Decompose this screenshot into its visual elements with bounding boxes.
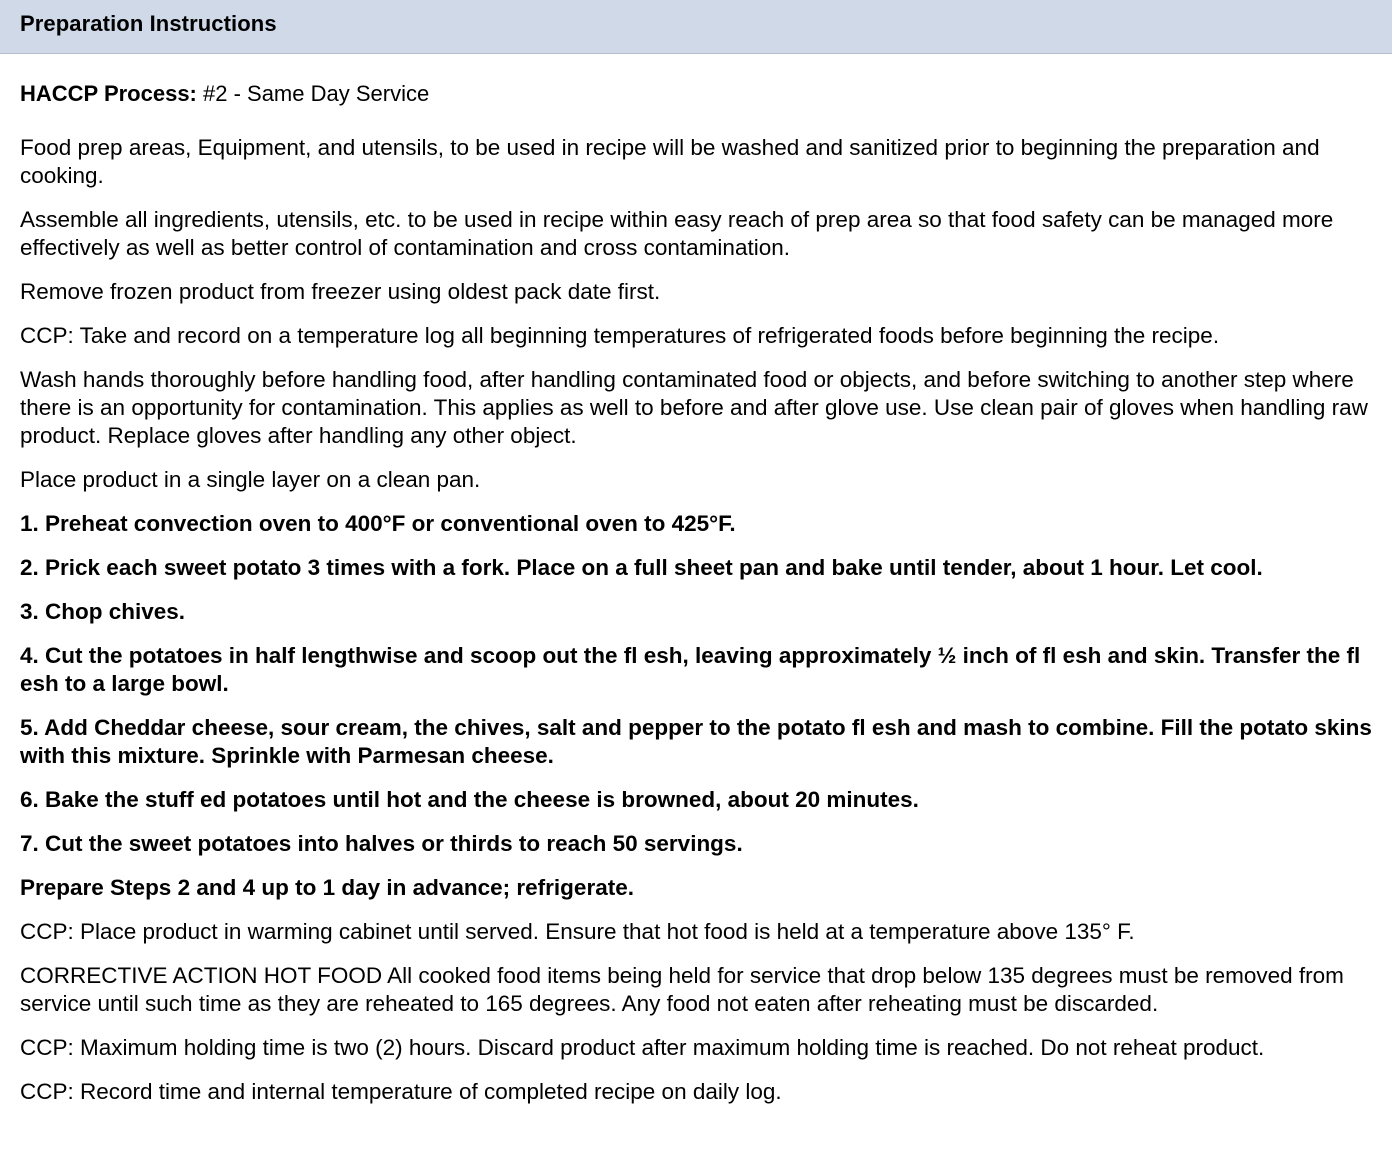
instruction-paragraph: CCP: Place product in warming cabinet until served. Ensure that hot food is held at a temperature above 135° F. xyxy=(20,919,1135,944)
instruction-step: Prepare Steps 2 and 4 up to 1 day in advance; refrigerate. xyxy=(20,875,634,900)
instruction-step: 7. Cut the sweet potatoes into halves or thirds to reach 50 servings. xyxy=(20,831,743,856)
haccp-process xyxy=(20,80,1374,108)
instruction-paragraph: Food prep areas, Equipment, and utensils, to be used in recipe will be washed and sanitized prior to beginning the preparation and cooking. xyxy=(20,135,1320,188)
instruction-paragraph: CCP: Take and record on a temperature log all beginning temperatures of refrigerated foods before beginning the recipe. xyxy=(20,323,1220,348)
section-title: Preparation Instructions xyxy=(20,11,277,36)
instruction-paragraph: Remove frozen product from freezer using oldest pack date first. xyxy=(20,279,661,304)
instruction-paragraph: CCP: Maximum holding time is two (2) hours. Discard product after maximum holding time is reached. Do not reheat product. xyxy=(20,1035,1265,1060)
haccp-value: #2 - Same Day Service xyxy=(196,81,430,106)
instruction-step: 2. Prick each sweet potato 3 times with a fork. Place on a full sheet pan and bake until tender, about 1 hour. Let cool. xyxy=(20,555,1263,580)
instruction-paragraph: Wash hands thoroughly before handling food, after handling contaminated food or objects, and before switching to another step where there is an opportunity for contamination. This applies as well to before and after glove use. Use clean pair of gloves when handling raw product. Replace gloves after handling any other object. xyxy=(20,367,1368,448)
instructions-body xyxy=(0,54,1392,1106)
instruction-paragraph: Assemble all ingredients, utensils, etc. to be used in recipe within easy reach of prep area so that food safety can be managed more effectively as well as better control of contamination and cross contamination. xyxy=(20,207,1334,260)
instruction-list xyxy=(20,134,1374,1106)
section-header xyxy=(0,0,1392,54)
instruction-step: 4. Cut the potatoes in half lengthwise and scoop out the fl esh, leaving approximately ½ inch of fl esh and skin. Transfer the fl esh to a large bowl. xyxy=(20,643,1361,696)
instruction-paragraph: Place product in a single layer on a clean pan. xyxy=(20,467,481,492)
instruction-paragraph: CORRECTIVE ACTION HOT FOOD All cooked food items being held for service that drop below 135 degrees must be removed from service until such time as they are reheated to 165 degrees. Any food not eaten after reheating must be discarded. xyxy=(20,963,1344,1016)
haccp-label: HACCP Process: xyxy=(20,81,197,106)
instruction-paragraph: CCP: Record time and internal temperature of completed recipe on daily log. xyxy=(20,1079,782,1104)
instruction-step: 3. Chop chives. xyxy=(20,599,186,624)
instruction-step: 6. Bake the stuff ed potatoes until hot and the cheese is browned, about 20 minutes. xyxy=(20,787,919,812)
instruction-step: 1. Preheat convection oven to 400°F or conventional oven to 425°F. xyxy=(20,511,736,536)
instruction-step: 5. Add Cheddar cheese, sour cream, the chives, salt and pepper to the potato fl esh and mash to combine. Fill the potato skins with this mixture. Sprinkle with Parmesan cheese. xyxy=(20,715,1372,768)
